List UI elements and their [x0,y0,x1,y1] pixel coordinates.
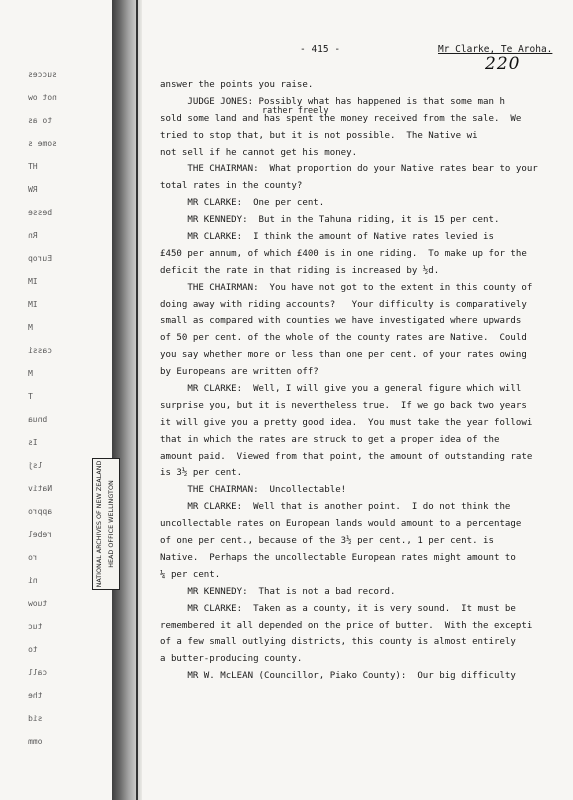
bleed-fragment: HT [28,162,38,171]
bleed-fragment: tuow [28,599,48,608]
transcript-line: JUDGE JONES: Possibly what has happened is that some man h [160,96,505,107]
bleed-fragment: cassi [28,346,53,355]
bleed-fragment: call [28,668,48,677]
bleed-fragment: T [28,392,33,401]
bleed-fragment: tuc [28,622,43,631]
bleed-fragment: omm [28,737,43,746]
transcript-line: surprise you, but it is nevertheless true. If we go back two years [160,400,527,411]
transcript-line: £450 per annum, of which £400 is in one riding. To make up for the [160,248,527,259]
transcript-line: that in which the rates are struck to get a proper idea of the [160,434,500,445]
bleed-fragment: not ow [28,93,57,102]
transcript-line: remembered it all depended on the price of butter. With the excepti [160,620,533,631]
binding-edge [136,0,138,800]
bleed-fragment: IM [28,277,38,286]
bleed-fragment: M [28,369,33,378]
bleed-fragment: Rn [28,231,38,240]
bleed-fragment: bnua [28,415,48,424]
transcript-line: of 50 per cent. of the whole of the county rates are Native. Could [160,333,527,344]
transcript-line: total rates in the county? [160,181,303,192]
transcript-line: THE CHAIRMAN: What proportion do your Native rates bear to your [160,164,538,175]
transcript-line: amount paid. Viewed from that point, the amount of outstanding rate [160,451,533,462]
transcript-line: MR CLARKE: Taken as a county, it is very sound. It must be [160,603,516,614]
bleed-fragment: M [28,323,33,332]
bleed-fragment: the [28,691,43,700]
transcript-line: of one per cent., because of the 3½ per cent., 1 per cent. is [160,536,494,547]
transcript-line: sold some land and has spent the money received from the sale. We [160,113,522,124]
transcript-line: answer the points you raise. [160,80,314,90]
bleed-fragment: to as [28,116,53,125]
transcript-line: MR KENNEDY: But in the Tahuna riding, it is 15 per cent. [160,215,500,226]
handwritten-folio-number: 220 [485,54,521,74]
transcript-line: MR CLARKE: Well, I will give you a general figure which will [160,384,522,395]
transcript-line: you say whether more or less than one per cent. of your rates owing [160,350,527,361]
bleed-fragment: RW [28,185,38,194]
bleed-fragment: ni [28,576,38,585]
bleed-fragment: some s [28,139,57,148]
bleed-fragment: to [28,645,38,654]
transcript-line: deficit the rate in that riding is increased by ½d. [160,265,440,276]
running-title: Mr Clarke, Te Aroha. [438,44,553,55]
transcript-line: MR KENNEDY: That is not a bad record. [160,586,396,597]
transcript-line: tried to stop that, but it is not possible. The Native wi [160,130,478,141]
bleed-fragment: IM [28,300,38,309]
stamp-line-2: HEAD OFFICE WELLINGTON [107,480,115,568]
bleed-fragment: lsj [28,461,43,470]
bleed-fragment: succes [28,70,57,79]
bleed-fragment: rebel [28,530,53,539]
bleed-fragment: Nativ [28,484,53,493]
transcript-line: is 3½ per cent. [160,468,243,479]
transcript-line: THE CHAIRMAN: Uncollectable! [160,485,347,496]
transcript-line: doing away with riding accounts? Your difficulty is comparatively [160,299,527,310]
transcript-line: by Europeans are written off? [160,367,319,378]
stamp-line-1: NATIONAL ARCHIVES OF NEW ZEALAND [95,460,103,588]
transcript-line: it will give you a pretty good idea. You must take the year followi [160,417,533,428]
bleed-fragment: besse [28,208,53,217]
transcript-line: not sell if he cannot get his money. [160,147,358,158]
transcript-line: MR W. McLEAN (Councillor, Piako County): Our big difficulty [160,671,516,682]
bleed-fragment: Is [28,438,38,447]
transcript-line: a butter-producing county. [160,654,303,665]
transcript-line: of a few small outlying districts, this county is almost entirely [160,637,516,648]
page-number: - 415 - [300,44,341,55]
bleed-fragment: Europ [28,254,53,263]
transcript-line: ¼ per cent. [160,569,221,580]
bleed-fragment: ro [28,553,38,562]
transcript-body [160,77,570,685]
transcript-line: small as compared with counties we have investigated where upwards [160,316,522,327]
bleed-fragment: sid [28,714,43,723]
transcript-line: MR CLARKE: I think the amount of Native rates levied is [160,232,494,243]
transcript-line: MR CLARKE: One per cent. [160,198,325,209]
archives-stamp [92,458,120,590]
transcript-line: MR CLARKE: Well that is another point. I do not think the [160,502,511,513]
transcript-line: THE CHAIRMAN: You have not got to the extent in this county of [160,282,533,293]
facing-page-bleed [0,0,118,800]
transcript-line: uncollectable rates on European lands would amount to a percentage [160,519,522,530]
bleed-fragment: appro [28,507,53,516]
interlinear-insertion: rather freely [262,106,329,116]
transcript-line: Native. Perhaps the uncollectable European rates might amount to [160,552,516,563]
